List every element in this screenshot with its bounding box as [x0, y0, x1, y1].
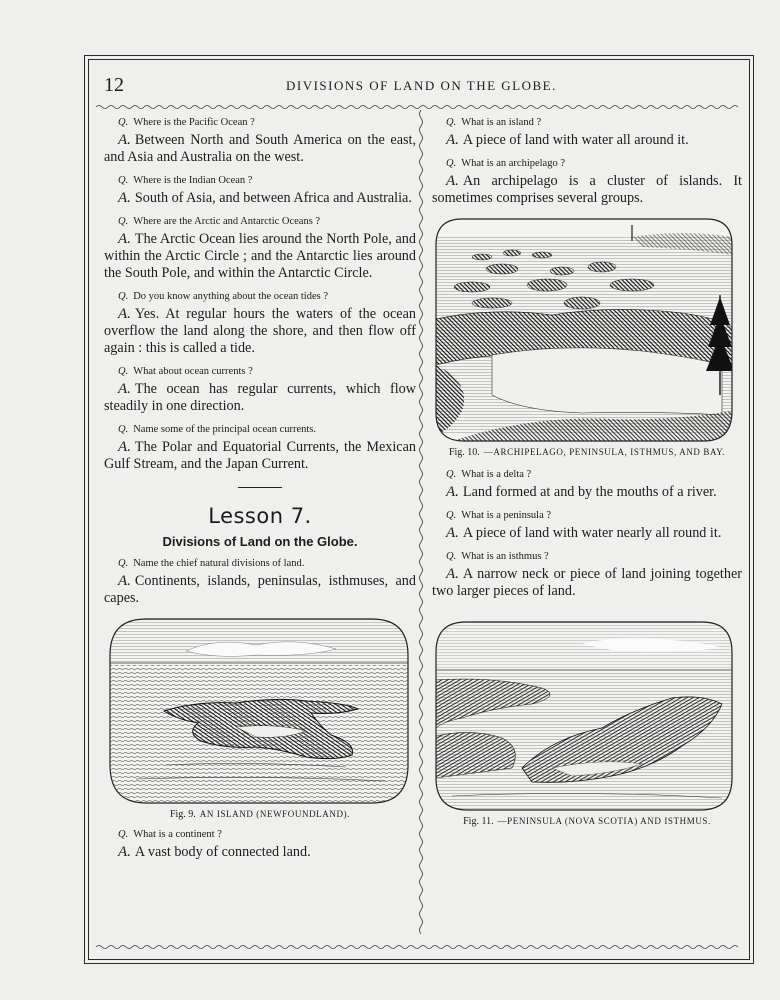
answer: A. A piece of land with water nearly all round it. — [446, 525, 722, 541]
left-column — [104, 116, 416, 869]
island-engraving-image — [106, 615, 412, 807]
answer: A. The Arctic Ocean lies around the North Pole, and within the Arctic Circle ; and the Antarctic lies around the South Pole, and within the Antarctic Circle. — [104, 231, 416, 281]
lesson-divider — [238, 487, 282, 488]
footer-wavy-rule — [96, 944, 741, 950]
archipelago-engraving-image — [432, 215, 736, 445]
qa-currents — [104, 365, 416, 415]
question: Q. Do you know anything about the ocean tides ? — [118, 291, 329, 302]
page-header — [96, 70, 740, 98]
question: Q. What is an isthmus ? — [446, 551, 549, 562]
qa-isthmus — [432, 550, 742, 600]
answer: A. A piece of land with water all around it. — [446, 132, 689, 148]
column-divider — [418, 110, 424, 940]
question: Q. Name some of the principal ocean currents. — [118, 424, 317, 435]
question: Q. What is a continent ? — [118, 829, 222, 840]
answer: A. A narrow neck or piece of land joining together two larger pieces of land. — [432, 566, 742, 599]
question: Q. Where are the Arctic and Antarctic Oceans ? — [118, 216, 321, 227]
running-title: DIVISIONS OF LAND ON THE GLOBE. — [286, 78, 557, 93]
lesson-title: Lesson 7. — [208, 504, 312, 528]
qa-tides — [104, 290, 416, 357]
question: Q. What is an archipelago ? — [446, 158, 566, 169]
qa-principal-currents — [104, 423, 416, 473]
qa-island — [432, 116, 742, 149]
qa-continent — [104, 828, 416, 861]
lesson-subtitle: Divisions of Land on the Globe. — [162, 534, 358, 549]
answer: A. Land formed at and by the mouths of a river. — [446, 484, 717, 500]
figure-11-caption: Fig. 11. —PENINSULA (NOVA SCOTIA) AND ISTHMUS. — [463, 816, 711, 827]
figure-10-caption: Fig. 10. —ARCHIPELAGO, PENINSULA, ISTHMUS, AND BAY. — [448, 447, 726, 458]
answer: A. The Polar and Equatorial Currents, the Mexican Gulf Stream, and the Japan Current. — [104, 439, 416, 472]
answer: A. Between North and South America on the east, and Asia and Australia on the west. — [104, 132, 416, 165]
qa-delta — [432, 468, 742, 501]
question: Q. Where is the Pacific Ocean ? — [118, 117, 255, 128]
question: Q. What about ocean currents ? — [118, 366, 253, 377]
answer: A. A vast body of connected land. — [118, 844, 311, 860]
right-column — [432, 116, 742, 835]
qa-pacific — [104, 116, 416, 166]
answer: A. The ocean has regular currents, which flow steadily in one direction. — [104, 381, 416, 414]
page-number: 12 — [104, 74, 124, 96]
question: Q. What is an island ? — [446, 117, 542, 128]
answer: A. Continents, islands, peninsulas, isthmuses, and capes. — [104, 573, 416, 606]
question: Q. What is a peninsula ? — [446, 510, 552, 521]
question: Q. Name the chief natural divisions of land. — [118, 558, 305, 569]
qa-arctic — [104, 215, 416, 282]
qa-indian — [104, 174, 416, 207]
qa-peninsula — [432, 509, 742, 542]
answer: A. An archipelago is a cluster of islands. It sometimes comprises several groups. — [432, 173, 742, 206]
question: Q. What is a delta ? — [446, 469, 532, 480]
figure-9-caption: Fig. 9. AN ISLAND (NEWFOUNDLAND). — [169, 809, 351, 820]
qa-archipelago — [432, 157, 742, 207]
qa-divisions — [104, 557, 416, 607]
answer: A. South of Asia, and between Africa and Australia. — [118, 190, 412, 206]
peninsula-engraving-image — [432, 618, 736, 814]
answer: A. Yes. At regular hours the waters of the ocean overflow the land along the shore, and then flow off again : this is called a tide. — [104, 306, 416, 356]
question: Q. Where is the Indian Ocean ? — [118, 175, 253, 186]
